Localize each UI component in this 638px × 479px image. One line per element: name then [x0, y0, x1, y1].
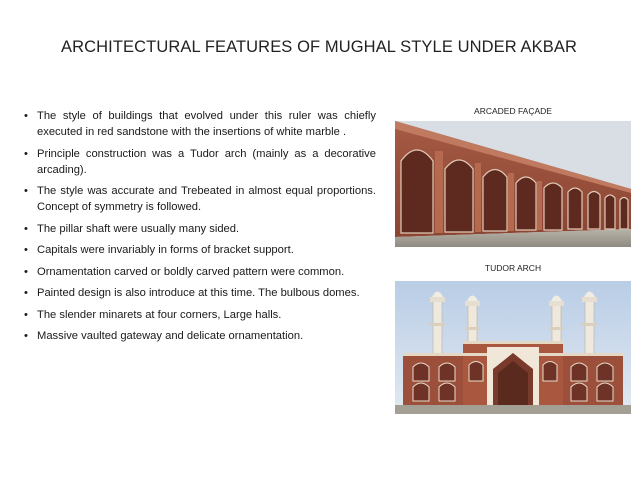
list-item: • The slender minarets at four corners, Large halls.	[24, 307, 376, 323]
feature-list	[24, 108, 376, 350]
image-caption-arcaded-facade: ARCADED FAÇADE	[474, 106, 552, 116]
slide-title: ARCHITECTURAL FEATURES OF MUGHAL STYLE UNDER AKBAR	[61, 38, 577, 56]
tudor-arch-gateway-photo	[395, 281, 631, 414]
list-item: • Principle construction was a Tudor arch (mainly as a decorative arcading).	[24, 146, 376, 178]
list-item: • The style was accurate and Trebeated in almost equal proportions. Concept of symmetry is followed.	[24, 183, 376, 215]
list-item: • Ornamentation carved or boldly carved pattern were common.	[24, 264, 376, 280]
list-item: • The style of buildings that evolved under this ruler was chiefly executed in red sandstone with the insertions of white marble .	[24, 108, 376, 140]
image-caption-tudor-arch: TUDOR ARCH	[484, 263, 542, 273]
list-item: • Painted design is also introduce at this time. The bulbous domes.	[24, 285, 376, 301]
list-item: • Capitals were invariably in forms of bracket support.	[24, 242, 376, 258]
list-item: • The pillar shaft were usually many sided.	[24, 221, 376, 237]
list-item: • Massive vaulted gateway and delicate ornamentation.	[24, 328, 376, 344]
arcaded-facade-photo	[395, 121, 631, 247]
